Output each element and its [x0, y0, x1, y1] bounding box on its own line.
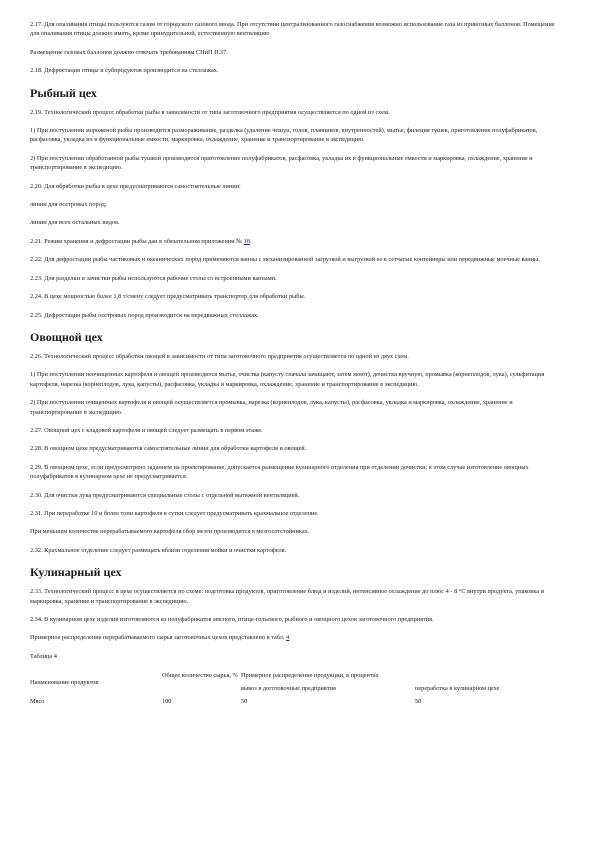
paragraph — [30, 509, 565, 518]
table-caption: Таблица 4 — [30, 652, 57, 660]
header-distribution-group: Примерное распределение продукции, в процентах — [241, 672, 379, 680]
header-culinary-processing: переработка в кулинарном цехе — [415, 685, 500, 693]
paragraph — [30, 182, 565, 191]
paragraph — [30, 200, 565, 209]
heading-text: Овощной цех — [30, 329, 103, 344]
paragraph — [30, 426, 565, 435]
distribution-table — [30, 670, 565, 709]
paragraph-text: 2) При поступлении очищенных картофеля и овощей осуществляется промывка, нарезка (корнеплодов, лука, капусты), расфасовка, укладка и маркировка, охлаждение, хранение и транспортирование в экспедицию. — [30, 399, 513, 416]
paragraph-text: Размещение газовых баллонов должно отвечать требованиям СНиП II.37. — [30, 48, 228, 56]
paragraph-text: 2.20. Для обработки рыбы в цехе предусматриваются самостоятельные линии: — [30, 182, 241, 190]
section-heading — [30, 564, 565, 580]
heading-text: Рыбный цех — [30, 85, 97, 100]
header-to-preparation: вывоз в доготовочные предприятия — [241, 685, 336, 693]
paragraph-text: 2.32. Крахмальное отделение следует размещать вблизи отделения мойки и очистки картофеля. — [30, 546, 287, 554]
paragraph — [30, 274, 565, 283]
paragraph-text: 1) При поступлении мороженой рыбы производится размораживание, разделка (удаление чешуи, голов, плавников, внутренностей), мытье, филеция тушек, приготовление полуфабрикатов, расфасовка, укладка их в функциональные емкости, маркировка, охлаждение, хранение и транспортирование в экспедицию. — [30, 127, 538, 144]
appendix-link[interactable]: 18 — [243, 237, 251, 245]
paragraph-text: 1) При поступлении неочищенных картофеля и овощей производится мытье, очистка (капусту сначала зачищают, затем моют), дочистка вручную, промывка (корнеплодов, лука), сульфитация картофеля, нарезка (корнеплодов, лука, капусты), расфасовка, укладка и маркировка, охлаждение, хранение и транспортирование в экспедицию. — [30, 371, 545, 388]
paragraph — [30, 218, 565, 227]
paragraph — [30, 154, 565, 173]
paragraph — [30, 48, 565, 57]
paragraph — [30, 527, 565, 536]
paragraph — [30, 633, 565, 642]
paragraph-text: 2.34. В кулинарном цехе изделия изготовляются из полуфабрикатов мясного, птице-гольевого, рыбного и овощного цехов заготовочного предприятия. — [30, 616, 434, 623]
paragraph-text: 2.31. При переработке 10 и более тонн картофеля в сутки следует предусматривать крахмальное отделение. — [30, 509, 319, 517]
paragraph-text: 2.30. Для очистки лука предусматриваются специальные столы с отдельной вытяжной вентиляцией. — [30, 491, 300, 499]
paragraph — [30, 370, 565, 389]
heading-text: Кулинарный цех — [30, 565, 122, 580]
paragraph-text: Примерное распределение перерабатываемого сырья заготовочных цехов представлено в табл. — [30, 634, 287, 642]
paragraph-text: линии для осетровых пород; — [30, 201, 107, 209]
paragraph — [30, 463, 565, 482]
paragraph-tail: . — [250, 237, 252, 245]
paragraph-text: 2.29. В овощном цехе, если предусмотрено заданием на проектирование, допускается размещение кулинарного отделения при отделении дочистки; в этом случае изготовление овощных полуфабрикатов в кулинарном цехе не предусматривается. — [30, 463, 529, 481]
paragraph — [30, 491, 565, 500]
paragraph — [30, 311, 565, 320]
document-content — [30, 20, 565, 709]
paragraph — [30, 66, 565, 75]
paragraph — [30, 352, 565, 361]
section-heading — [30, 85, 565, 101]
paragraph-text: 2.25. Дефростация рыбы осетровых пород производится на передвижных стеллажах. — [30, 311, 259, 319]
paragraph-text: линии для всех остальных видов. — [30, 219, 120, 227]
header-total-raw: Общее количество сырья, % — [162, 672, 238, 680]
paragraph-text: 2.17. Для опаливания птицы пользуются газом от городского газового ввода. При отсутствии централизованного газоснабжения возможно использование газа из привозных баллонов. Помещение для опаливания птицы должно иметь, кроме принудительной, естественную вентиляцию — [30, 21, 555, 38]
paragraph-text: 2.33. Технологический процесс в цехе осуществляется по схеме: подготовка продуктов, приготовление блюд и изделий, интенсивное охлаждение до плюс 4 - 8 °C внутри продукта, упаковка и маркировка, хранение и транспортирование в экспедицию. — [30, 588, 544, 605]
paragraph-text: При меньшем количестве перерабатываемого картофеля сбор мезги производится в мезгосотстойниках. — [30, 528, 310, 536]
paragraph-text: 2.24. В цехе мощностью более 1,8 т/смену следует предусматривать транспортер для обработки рыбы. — [30, 293, 306, 301]
table-header-row — [30, 670, 565, 683]
paragraph-text: 2.19. Технологический процесс обработки рыбы в зависимости от типа заготовочного предприятия осуществляется по одной из схем. — [30, 108, 390, 116]
paragraph — [30, 20, 565, 39]
paragraph — [30, 444, 565, 453]
section-heading — [30, 329, 565, 345]
cell-product-name: Мясо — [30, 698, 45, 706]
paragraph — [30, 126, 565, 145]
paragraph-text: 2.21. Режим хранения и дефростации рыбы дан в обязательном приложении № — [30, 237, 244, 245]
paragraph — [30, 237, 565, 246]
paragraph — [30, 108, 565, 117]
paragraph-text: 2.23. Для разделки и зачистки рыбы используются рабочие столы со встроенными ваннами. — [30, 274, 277, 282]
paragraph — [30, 615, 565, 624]
paragraph-text: 2.22. Для дефростации рыбы частиковых и океанических пород применяются ванны с механизированной загрузкой и выгрузкой ее в сетчатые контейнеры или передвижные моечные ванны. — [30, 256, 540, 264]
cell-culinary-percent: 50 — [415, 698, 422, 706]
table-row — [30, 696, 565, 709]
appendix-link[interactable]: 4 — [286, 634, 290, 642]
paragraph — [30, 398, 565, 417]
paragraph — [30, 255, 565, 264]
paragraph-text: 2.28. В овощном цехе предусматриваются самостоятельные линии для обработки картофеля и овощей. — [30, 445, 307, 453]
header-product-name: Наименование продуктов — [30, 678, 99, 686]
paragraph-text: 2.26. Технологический процесс обработки овощей в зависимости от типа заготовочного предприятия осуществляется по одной из двух схем. — [30, 352, 409, 360]
paragraph — [30, 546, 565, 555]
cell-preparation-percent: 50 — [241, 698, 248, 706]
paragraph — [30, 587, 565, 606]
cell-total-percent: 100 — [162, 698, 172, 706]
paragraph-text: 2) При поступлении обработанной рыбы тушкой производится приготовление полуфабрикатов, расфасовка, укладка их в функциональные емкости и маркировка, охлаждение, хранение и транспортирование в экспедицию. — [30, 154, 533, 172]
paragraph-text: 2.18. Дефростация птицы и субпродуктов производится на стеллажах. — [30, 67, 219, 75]
paragraph-text: 2.27. Овощной цех с кладовой картофеля и овощей следует размещать в первом этаже. — [30, 426, 263, 434]
paragraph — [30, 292, 565, 301]
